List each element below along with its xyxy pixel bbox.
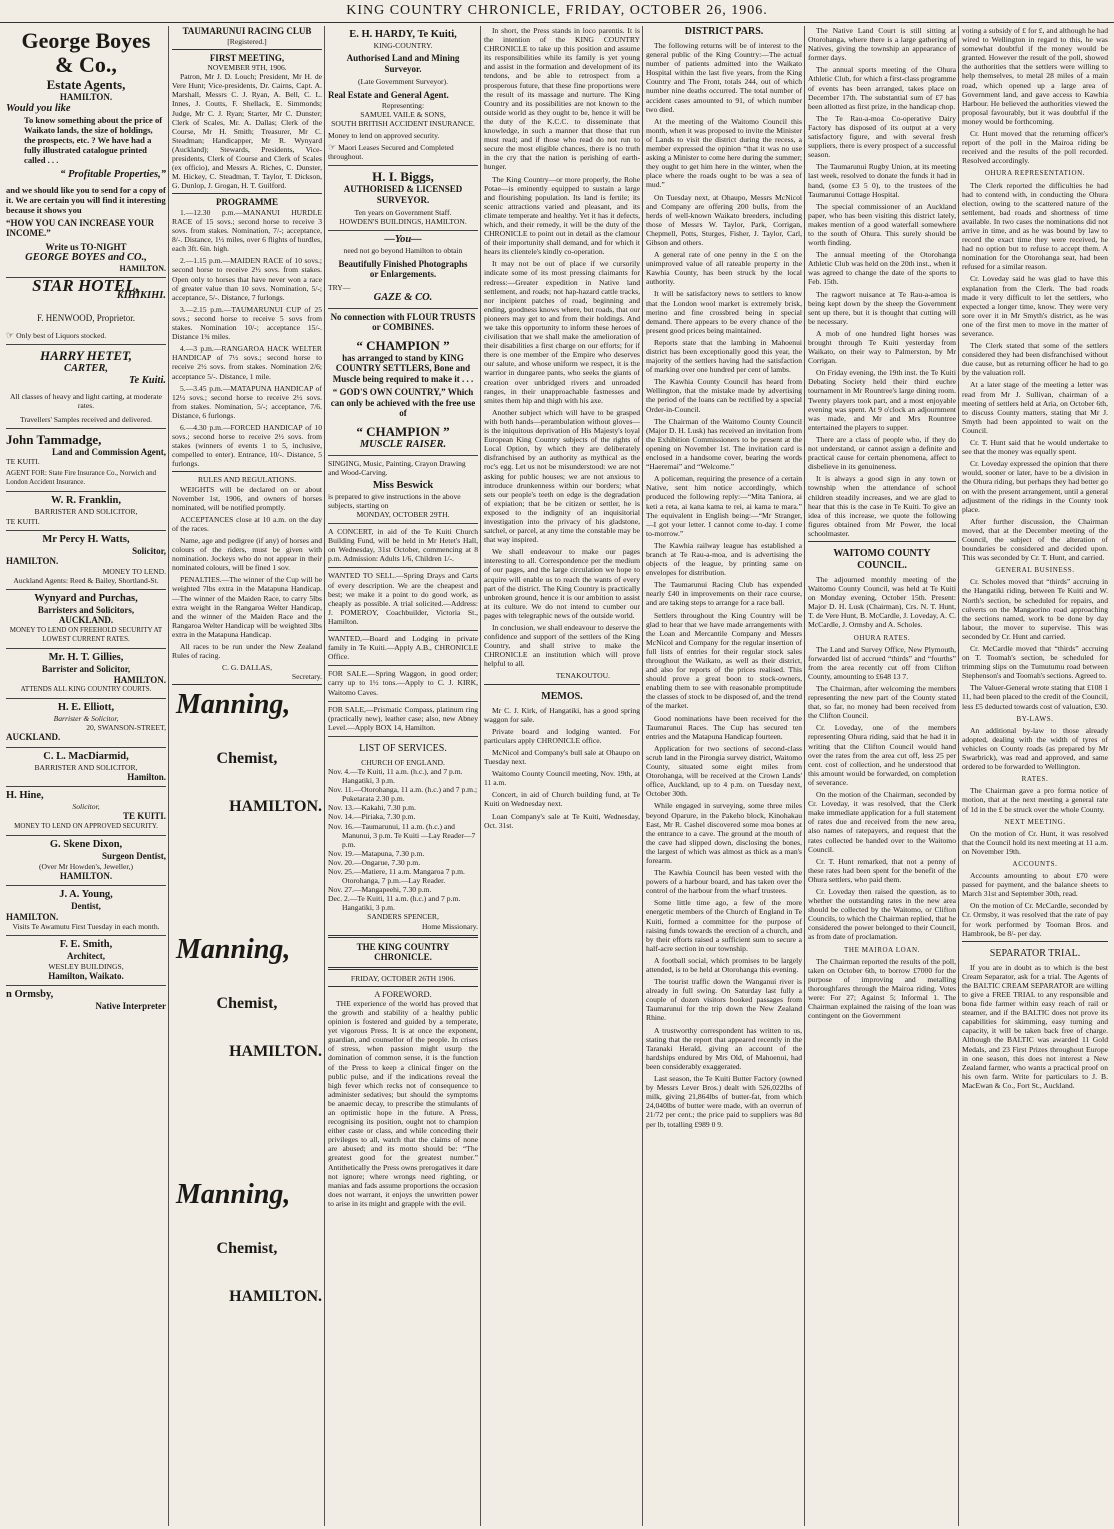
ad-place: HAMILTON. [59, 870, 113, 881]
news-item: Some little time ago, a few of the more energetic members of the Church of England in Te Kuiti, formed a committee for the purpose of raising funds towards the erection of a church, and by their efforts raised a sufficient sum to secure a half-acre section in our township. [646, 898, 802, 953]
ad-subtitle: Architect, [66, 951, 106, 962]
subheading: OHURA REPRESENTATION. [984, 169, 1086, 178]
race-entry: 6.—4.30 p.m.—FORCED HANDICAP of 10 sovs.; second horse to receive 2½ sovs. from stakes (winners of events 1 to 5, inclusive, compelled to enter). Entrance, 10/-. Distance, 5 furlongs. [172, 422, 322, 469]
editorial-body: Another subject which will have to be grasped with both hands—perambulation without gloves—is the iniquitous deprivation of His Majesty's loyal European King Country subjects of the rights of Local Option, by which they are deliberately disfranchised by an authority as mythical as the roc's egg. Let us not be misunderstood: we are not asking for public houses; we are not anxious to introduce drunkenness within our borders; what sets our people's teeth on edge is the degradation of expiation; that he be citizen or settler, he is exposed to the indignity of an inquisitorial investigation into the privacy of his gladstone, satchel, or parcel, at any time the constable may be that way inspired. [484, 407, 640, 545]
editorial-body: We shall endeavour to make our pages interesting to all. Correspondence per the medium of our pages, and the large circulation we hope to acquire will enable us to reach the wants of every part of the district. The King Country is practically unbroken ground, hence it is our ambition to assist at its culture. We do not intend to cumber our pages with telegraphic news of the outside world. [484, 547, 640, 620]
ad-harry-hetet [6, 345, 166, 428]
editorial-body: THE experience of the world has proved that the growth and stability of a healthy public opinion is fostered and guided by a temperate, yet vigorous Press. It is at once the exponent, guardian, and counsellor of the people. In crises of stress, when passion might usurp the domination of common sense, it is the function of the Press to keep a clinical finger on the public pulse, and if the indications reveal the high fever which recks not of consequence to administer sedatives; but should the symptoms be anaemic decay, to prescribe the stimulants of an optimistic hope in the future. A Press, recognising its position, ought not to champion either caste or class, and while conceding their privileges to all, watch that the claims of none are abused; and its motto should be: “The greatest good for the greatest number.” Antithetically the Press owns prerogatives it dare not ignore; where wrongs need righting, or manias and fads assume proportions the occasion does not warrant, it enjoys the unwritten power to arise in its might and grapple with the evil. [328, 998, 478, 1208]
ad-title: Mr. H. T. Gillies, [48, 652, 124, 663]
report-paragraph: The adjourned monthly meeting of the Waitomo County Council, was held at Te Kuiti on Monday evening, October 15th. Present: Major D. H. Lusk (Chairman), Crs. N. T. Hunt, T. de Vere Hunt, B. McCardle, J. Loveday, A. C. McCardle, J. Ormsby and A. Scholes. [808, 574, 956, 630]
column-rule [642, 26, 643, 1526]
ad-hine [6, 787, 166, 836]
ad-subtitle: Land and Commission Agent, [51, 446, 166, 457]
ad-body: (Over Mr Howden's, Jeweller,) [38, 861, 134, 871]
services-title: LIST OF SERVICES. [359, 742, 447, 754]
ad-title: & Co., [55, 52, 117, 77]
ad-body: AGENT FOR: State Fire Insurance Co., Norwich and London Accident Insurance. [6, 469, 157, 487]
news-item: Good nominations have been received for the Taumarunui Races. The Cup has secured ten entries and the Matapuna Handicap fourteen. [646, 713, 802, 741]
ad-body: WANTED TO SELL.—Spring Drays and Carts of every description. We are the cheapest and best; we make it a point to do good work, as cheaply as possible. A trial solicited.—Address: J. POMEROY, Coachbuilder, Victoria St., Hamilton. [328, 571, 478, 626]
ad-body: Representing: [381, 100, 425, 110]
ad-title: “ CHAMPION ” [356, 423, 450, 439]
ad-title: GAZE & CO. [373, 291, 433, 303]
ad-body: is prepared to give instructions in the above subjects, starting on [328, 491, 461, 510]
signature-title: Home Missionary. [421, 921, 478, 931]
news-item: The Kawhia County Council has heard from Wellington, that the mistake made by advertising the period of the loans can be rectified by a special Order-in-Council. [646, 377, 802, 414]
ad-body: SAMUEL VAILE & SONS, [360, 109, 446, 119]
subheading: OHURA RATES. [853, 633, 911, 642]
ad-for-sale [328, 702, 478, 737]
service-entry: Dec. 2.—Te Kuiti, 11 a.m. (h.c.) and 7 p.m. Hangatiki, 3 p.m. [328, 894, 461, 913]
ad-body: Money to lend on approved security. [328, 130, 440, 140]
ad-place: TE KUITI. [6, 457, 40, 467]
ad-wanted [328, 568, 478, 631]
editorial-body: In short, the Press stands in loco parentis. It is the intention of the KING COUNTRY CHRONICLE to take up this position and assume its responsibilities while its family is yet young and assist in the formation and development of its tendons, and be able to retrospect from a prosperous future, that these fine proportions were the result of its massage and nurture. The King Country and its possibilities are not known to the outside world as they ought to be, hence it will be the duty of the K.C.C. to disseminate that knowledge, in such a manner that those that run must read; and if those who read do not run to secure the most eligible chances, there is no truth in the cry that the nation is perishing of earth-hunger. [484, 26, 640, 172]
ad-place: HAMILTON. [229, 1043, 322, 1061]
news-item: The ragwort nuisance at Te Rau-a-amoa is being kept down by the sheep the Government sent up there, but it is thought that cutting will be necessary. [808, 289, 956, 326]
ad-body: To know something about the price of Waikato lands, the size of holdings, the prospects, etc. ? We have had a fully illustrated catalogue printed called . . . [24, 114, 163, 165]
news-item: The Kawhia railway league has established a branch at Te Rau-a-moa, and is advertising the objects of the league, by printing same on envelopes for distribution. [646, 540, 802, 578]
ad-body: WANTED,—Board and Lodging in private family in Te Kuiti.—Apply A.B., CHRONICLE Office. [328, 634, 478, 662]
news-item: A football social, which promises to be largely attended, is to be held at Otorohanga this evening. [646, 955, 802, 974]
editorial-title: A FOREWORD. [374, 988, 432, 999]
news-item: Reports state that the lambing in Mahoenui district has been exceptionally good this year, the majority of the settlers having had the satisfaction of marking over one hundred per cent of lambs. [646, 337, 802, 375]
news-item: There are a class of people who, if they do not understand, or cannot assign a definite and practical cause for certain phenomena, affect to disbelieve in its genuineness. [808, 434, 956, 472]
report-paragraph: On the motion of Cr. Hunt, it was resolved that the Council hold its next meeting at 11 a.m. on November 19th. [962, 828, 1108, 856]
ad-title: George Boyes [21, 28, 151, 53]
services-subtitle: CHURCH OF ENGLAND. [361, 757, 445, 767]
news-item: The annual meeting of the Otorohanga Athletic Club was held on the 20th inst., when it was agreed to change the date of the sports to Feb. 15th. [808, 250, 956, 287]
ad-title: H. I. Biggs, [372, 169, 434, 185]
ad-place: KING-COUNTRY. [373, 41, 433, 50]
ad-body: If you are in doubt as to which is the best Cream Separator, ask for a trial. The Agents of the BALTIC CREAM SEPARATOR are willing to give a FREE TRIAL to any responsible and bona fide farmer within easy reach of rail or steamer, and if the BALTIC does not prove its capabilities for skimming, easy turning and capacity, it will be taken back free of charge. Although the BALTIC was awarded 11 Gold Medals, and 23 First Prizes throughout Europe in one season, this does not interest a New Zealand farmer, who wants a practical proof on his own farm. Write for particulars to J. B. MacEwan & Co., Fort St., Auckland. [962, 962, 1108, 1090]
subheading: THE MAIROA LOAN. [844, 945, 920, 954]
news-item: A trustworthy correspondent has written to us, stating that the report that appeared recently in the Taranaki Herald, giving an account of the hardships endured by Mrs Old, of Mahoenui, had been considerably exaggerated. [646, 1025, 802, 1071]
subheading: NEXT MEETING. [1004, 817, 1066, 826]
signature-title: Secretary. [291, 672, 322, 682]
rule-paragraph: WEIGHTS will be declared on or about November 1st, 1906, and owners of horses nominated, will be notified promptly. [172, 484, 322, 512]
ad-subtitle: Authorised Land and Mining Surveyor. [346, 53, 460, 74]
rule-paragraph: PENALTIES.—The winner of the Cup will be weighted 7lbs extra in the Matapuna Handicap.—The winner of the Maiden Race, to carry 5lbs extra weight in the Rangaroa Welter Handicap, and the winner of the Maiden Race and the Rangaroa Welter Handicap will be weighted 3lbs extra in the Matapuna Handicap. [172, 575, 322, 639]
ad-title: H. E. Elliott, [57, 702, 115, 714]
ad-manning [172, 933, 322, 1178]
ad-place: HAMILTON. [119, 264, 166, 273]
newspaper-date: FRIDAY, OCTOBER 26TH 1906. [350, 973, 456, 983]
ad-hardy [328, 26, 478, 166]
ad-title: HARRY HETET, [40, 348, 132, 364]
ad-place: Hamilton. [127, 771, 166, 782]
editorial-signoff: TENAKOUTOU. [555, 671, 610, 681]
ad-body: Ten years on Government Staff. [354, 208, 452, 218]
ad-place: Hamilton, Waikato. [48, 970, 124, 981]
ad-body: SINGING, Music, Painting, Crayon Drawing and Wood-Carving. [328, 458, 466, 477]
race-entry: 4.—3 p.m.—RANGAROA HACK WELTER HANDICAP of 7½ sovs.; second horse to receive 2½ sovs. from stakes. Nomination 2/6; acceptance 5/-. Distance, 1 mile. [172, 344, 322, 381]
section-title: WAITOMO COUNTY COUNCIL. [833, 547, 931, 571]
column-rule [168, 26, 169, 1526]
ad-body: Real Estate and General Agent. [328, 90, 449, 101]
ad-subtitle: Dentist, [71, 901, 101, 912]
ad-body: All classes of heavy and light carting, at moderate rates. [9, 392, 163, 411]
report-paragraph: The Land and Survey Office, New Plymouth, forwarded list of accrued “thirds” and “fourths” from the area recently cut off from Clifton County, amounting to £648 13 7. [808, 644, 956, 681]
ad-beswick [328, 456, 478, 524]
ad-body: SOUTH BRITISH ACCIDENT INSURANCE. [331, 118, 475, 128]
ad-manning [172, 688, 322, 933]
ad-body: FOR SALE,—Prismatic Compass, platinum ring (practically new), leather case; also, new Abney Level.—Apply BOX 14, Hamilton. [328, 704, 478, 732]
signature: C. G. DALLAS, [222, 663, 272, 673]
column-rule [958, 26, 959, 1526]
ad-subtitle: Solicitor, [132, 545, 166, 556]
ad-macdiarmid [6, 748, 166, 788]
ad-star-hotel [6, 278, 166, 345]
ad-george-boyes [6, 26, 166, 278]
ad-for-sale [328, 666, 478, 701]
ad-title: Manning, [176, 689, 291, 721]
ad-title: J. A. Young, [59, 889, 113, 901]
ad-subtitle: Barristers and Solicitors, [37, 604, 135, 615]
news-item: Last season, the Te Kuiti Butter Factory (owned by Messrs Lever Bros.) dealt with 526,022lbs of milk, giving 21,864lbs of butter-fat, from which 24,040lbs of butter were made, with an overrun of 21/72 per cent.; the price paid to suppliers was 8d per lb, totalling £989 0 9. [646, 1074, 802, 1129]
ad-body: Maori Leases Secured and Completed throughout. [328, 143, 454, 162]
memo-item: Waitomo County Council meeting, Nov. 19th, at 11 a.m. [484, 769, 640, 788]
news-item: The Taumarunui Rugby Union, at its meeting last week, resolved to donate the funds it had in hand, (some £3 5 0), to the trustees of the Taumarunui Cottage Hospital. [808, 162, 956, 199]
report-paragraph: Cr. Scholes moved that “thirds” accruing in the Hangatiki riding, between Te Kuiti and W. North's section, be scheduled for repairs, and culverts on the Mangaorino road approaching the sections named, work to be done by day labour, the mover to supervise. This was seconded by Cr. Hunt and carried. [962, 577, 1108, 641]
ad-title: H. Hine, [6, 790, 44, 802]
news-item: The following returns will be of interest to the general public of the King Country:—The actual number of patients admitted into the Waikato Hospital within the last five years, from the King Country and The Front, totals 244, out of which number nine deaths occurred. The total number of accident cases amounted to 91, of which number two died. [646, 41, 802, 114]
column-rule [324, 26, 325, 1526]
ad-young [6, 886, 166, 936]
memo-item: Private board and lodging wanted. For particulars apply CHRONICLE office. [484, 726, 640, 745]
race-entry: 1.—12.30 p.m.—MANANUI HURDLE RACE of 15 sovs.; second horse to receive 3 sovs. from stakes. Nomination, 7/-; acceptance, 8/-. Distance, 1½ miles, over 6 flights of hurdles, each 3ft. 6in. high. [172, 207, 322, 254]
report-paragraph: The Chairman reported the results of the poll, taken on October 6th, to borrow £7000 for the purpose of improving and metalling thoroughfares through the Mairoa riding. Votes were: For 27; Against 5; Informal 1. The Chairman explained the raising of the loan was contingent on the Government [808, 956, 956, 1021]
report-paragraph: Accounts amounting to about £70 were passed for payment, and the balance sheets to March 31st and September 30th, read. [962, 871, 1108, 899]
services-list [328, 767, 478, 913]
ad-body: “ GOD'S OWN COUNTRY,” Which can only be achieved with the free use of [330, 387, 476, 419]
ad-body: WESLEY BUILDINGS, [48, 961, 124, 971]
ad-subtitle: Chemist, [216, 750, 278, 768]
ad-title: Wynyard and Purchas, [34, 592, 138, 604]
ad-body: F. HENWOOD, Proprietor. [36, 313, 136, 324]
column-rule [804, 26, 805, 1526]
ad-place: AUCKLAND. [58, 615, 114, 626]
column-7 [962, 26, 1108, 1526]
report-paragraph: Cr. Loveday expressed the opinion that there would, sooner or later, have to be a division in the Ohura riding, but perhaps they had better go on with the present arrangement, until a general adjustment of the ridings in the County took place. [962, 459, 1108, 514]
editorial-body: The King Country—or more properly, the Rohe Potae—is eminently equipped to sustain a large and flourishing population. Its land is fertile; its scenic attractions varied and pleasant, and its climate temperate and healthy. Yet it has it defects, which, and their remedy, it will be the duty of the CHRONICLE to point out in detail as the clamour of their importunity shall demand, and for which it hears its clientele's kindly co-operation. [484, 174, 640, 257]
ad-subtitle: Barrister and Solicitor, [41, 664, 131, 674]
ad-place: HAMILTON. [229, 1288, 322, 1306]
ad-place: HAMILTON. [6, 911, 59, 922]
news-item: The special commissioner of an Auckland paper, who has been visiting this district lately, makes mention of a good waterfall somewhere to the south of Ohura. This surely should be worth finding. [808, 201, 956, 248]
news-item: The Native Land Court is still sitting at Otorohanga, where there is a large gathering of Natives, giving the township an appearance of former days. [808, 26, 956, 63]
news-item: The annual sports meeting of the Ohura Athletic Club, for which a first-class programme of events has been arranged, takes place on December 17th. The substantial sum of £7 has been allotted as first prize, in the handicap chop. [808, 65, 956, 111]
report-paragraph: At a later stage of the meeting a letter was read from Mr J. Sullivan, chairman of a meeting of settlers held at Aria, on October 6th, to discuss County matters, stating that Mr J. Smyth had been appointed to wait on the Council. [962, 380, 1108, 435]
rule-paragraph: All races to be run under the New Zealand Rules of racing. [172, 642, 322, 661]
memo-item: Concert, in aid of Church building fund, at Te Kuiti on Wednesday next. [484, 790, 640, 809]
ad-title: Miss Beswick [372, 479, 434, 491]
ad-smith [6, 936, 166, 986]
rule-paragraph: Name, age and pedigree (if any) of horses and colours of the riders, must be given with nomination. Jockeys who do not appear in their nominated colours, will be fined 1 sov. [172, 536, 322, 573]
ad-body: MONEY TO LEND. [102, 566, 166, 576]
news-item: At the meeting of the Waitomo Council this month, when it was proposed to invite the Minister of Lands to visit the district during the recess, a member expressed the opinion “that it was no use asking a Minister to come here during the summer; they ought to get him here in the winter, when the place where the roads ought to be was a sea of mud.” [646, 116, 802, 190]
subheading: BY-LAWS. [1016, 714, 1054, 723]
ad-subtitle: BARRISTER AND SOLICITOR, [34, 507, 138, 517]
ad-body: MONDAY, OCTOBER 29TH. [356, 510, 450, 519]
race-entry: 5.—3.45 p.m.—MATAPUNA HANDICAP of 12½ sovs.; second horse to receive 2½ sovs. from stakes. Nomination, 5/-; acceptance, 7/6. Distance, 6 furlongs. [172, 383, 322, 420]
ad-signature: GEORGE BOYES and CO., [25, 252, 147, 263]
ad-place: HAMILTON. [229, 798, 322, 816]
ad-subtitle: Chemist, [216, 1240, 278, 1258]
ad-place: HOWDEN'S BUILDINGS, HAMILTON. [339, 217, 467, 227]
signature: SANDERS SPENCER, [367, 912, 439, 922]
service-entry: Nov. 20.—Ongarue, 7.30 p.m. [328, 857, 421, 867]
programme-title: PROGRAMME [216, 197, 278, 208]
news-item: The Te Rau-a-moa Co-operative Dairy Factory has disposed of its output at a very satisfactory figure, and with several fresh suppliers, there is every prospect of a successful season. [808, 113, 956, 160]
service-entry: Nov. 27.—Mangapeehi, 7.30 p.m. [328, 885, 432, 895]
ad-subtitle: Beautifully Finished Photographs or Enlargements. [338, 258, 468, 280]
report-paragraph: Cr. T. Hunt remarked, that not a penny of these rates had been spent for the benefit of the Ohura settlers, who paid them. [808, 856, 956, 884]
club-registered: [Registered.] [227, 36, 267, 46]
report-paragraph: Cr. Loveday said he was glad to have this explanation from the Clerk. The bad roads made it very difficult to let the settlers, who expected a longer time, know. They were very sore over it in Mr Smyth's district, as he was one of the first men to move in the matter of severance. [962, 274, 1108, 338]
ad-title: W. R. Franklin, [51, 495, 121, 507]
meeting-title: FIRST MEETING, [209, 52, 285, 63]
ad-concert [328, 524, 478, 568]
ad-body: Visits Te Awamutu First Tuesday in each month. [12, 922, 160, 932]
report-paragraph: Cr. Loveday, one of the members representing Ohura riding, said that he had it in writing that the Clifton Council would hand over the rates from the area cut off, less 25 per cent. cost of collection, and he understood that this amount would be forwarded, on completion of severance. [808, 723, 956, 787]
newspaper-title: THE KING COUNTRY CHRONICLE. [356, 941, 450, 963]
ad-title: F. E. Smith, [59, 939, 113, 951]
news-item: The Chairman of the Waitomo County Council (Major D. H. Lusk) has received an invitation from the Exhibition Commissioners to be present at the opening on November 1st. The invitation card is enclosed in a handsome cover, bearing the words “Haeremai” and “Welcome.” [646, 416, 802, 472]
memos-title: MEMOS. [541, 690, 583, 702]
ad-title: Manning, [176, 934, 291, 966]
ad-title: “ CHAMPION ” [356, 337, 450, 353]
section-title: SEPARATOR TRIAL. [989, 947, 1081, 959]
ad-title: STAR HOTEL, [32, 276, 140, 296]
ad-subtitle: Barrister & Solicitor, [53, 714, 119, 724]
service-entry: Nov. 11.—Otorohanga, 11 a.m. (h.c.) and 7 p.m.; Puketarata 2.30 p.m. [328, 785, 478, 804]
news-item: It is always a good sign in any town or township when the attendance of school children steadily increases, and we are glad to hear that this is the case in Te Kuiti. To give an idea of this increase, we quote the following figures obtained from Mr Power, the local schoolmaster. [808, 474, 956, 538]
news-item: On Friday evening, the 19th inst. the Te Kuiti Debating Society held their third euchre tournament in Mr Rountree's large dining room. Twenty players took part, and a most enjoyable evening was spent. At 9 o'clock an adjournment was made, and Mr and Mrs Rountree entertained the players to supper. [808, 368, 956, 432]
news-item: On Tuesday next, at Ohaupo, Messrs McNicol and Company are offering 200 bulls, from the herds of well-known Waikato breeders, including those of Messrs W. Taylor, Park, Corrigan, Chepmell, Potts, Sturges, Fisher, J. Taylor, Carl, Gibson and others. [646, 192, 802, 247]
subheading: GENERAL BUSINESS. [995, 566, 1075, 575]
ad-title: G. Skene Dixon, [49, 839, 123, 851]
editorial-body: It may not be out of place if we cursorily indicate some of its most pressing claimants for redress:—Greater expedition in Native land settlement, and roads; not hap-hazard cattle tracks, nor incipient patches of road, beginning and ending, goodness knows where, but roads, that our pioneers may get to and from their holdings. And we take this opportunity to inform these heroes of civilisation that we shall make the amelioration of their disabilities a first charge on our efforts; for if there is one member of the Empire who deserves our salute, and whose uniform we respect, it is the warrior in dungaree pants, who seeks the giants of creation over unbridged rivers and unroaded ranges, in their unapproachable fastnesses and smites them hip and thigh with his axe. [484, 259, 640, 405]
ad-body: No connection with FLOUR TRUSTS or COMBINES. [330, 311, 476, 333]
rules-title: RULES AND REGULATIONS. [197, 475, 297, 485]
ad-body: A CONCERT, in aid of the Te Kuiti Church Building Fund, will be held in Mr Hetet's Hall, on Wednesday, 31st October, commencing at 8 p.m. Admission: Adults 1/6, Children 1/-. [328, 527, 478, 564]
ad-body: and we should like you to send for a copy of it. We are certain you will find it interesting because it shows you [6, 184, 166, 215]
ad-body: 20, SWANSON-STREET, [86, 723, 166, 733]
ad-title: Manning, [176, 1179, 291, 1211]
club-officers: Patron, Mr J. D. Louch; President, Mr H. de Vere Hunt; Vice-presidents, Dr. Cairns, Capt. A. Marshall, Messrs C. J. Ryan, A. Bell, C. L. Innes, J. Coutts, F. Shellack, E. Simmonds; Judge, Mr C. J. Ryan; Starter, Mr C. Dunster; Clerk of Scales, Mr. A. Dallas; Clerk of the Course, Mr H. Smith; Treasurer, Mr C. Steadman; Handicapper, Mr R. Wynyard (Auckland); Stewards, Presidents, Vice-presidents, Clerk of Course and Clerk of Scales (ex officio), and Messrs A. Riches, C. Dunster, M. Hickey, C. Steadman, T. Taylor, T. Dickson, G. Dunlop, J. Grogan, H. T. Guilford. [172, 72, 322, 191]
service-entry: Nov. 19.—Matapuna, 7.30 p.m. [328, 848, 425, 858]
ad-place: HAMILTON. [59, 92, 113, 102]
ad-body: Only best of Liquors stocked. [16, 331, 107, 341]
news-item: A general rate of one penny in the £ on the unimproved value of all rateable property in the Kawhia County, has been struck by the local authority. [646, 250, 802, 287]
ad-body: TRY— [328, 282, 351, 292]
news-item: The tourist traffic down the Wanganui river is already in full swing. On Saturday last fully a couple of dozen visitors booked passages from Taumarunui for the trip down the New Zealand Rhine. [646, 977, 802, 1023]
news-item: A mob of one hundred light horses was brought through Te Kuiti yesterday from Waikato, on their way to Palmerston, by Mr Corrigan. [808, 328, 956, 366]
ad-body: FOR SALE.—Spring Waggon, in good order; carry up to 1½ tons.—Apply to C. J. KIRK, Waitomo Caves. [328, 669, 478, 697]
ad-gaze [328, 231, 478, 308]
ad-subtitle: Estate Agents, [46, 77, 126, 92]
ad-title: —You— [384, 234, 422, 246]
ad-place: TE KUITI. [6, 516, 40, 526]
club-title: TAUMARUNUI RACING CLUB [182, 26, 312, 36]
ad-john-tammadge [6, 429, 166, 493]
ad-biggs [328, 166, 478, 231]
subheading: RATES. [1021, 775, 1049, 784]
ad-wynyard [6, 590, 166, 649]
report-paragraph: The Clerk reported the difficulties he had had to contend with, in conducting the Ohura election, owing to the scattered nature of the settlement, bad roads and shortness of time available. In two cases the nominations did not arrive in time, and as he was bound by law to record the exact time they were received, he had no option but to refuse to accept them. A nomination for the Otorohanga seat, had been refused for a similar reason. [962, 180, 1108, 272]
service-entry: Nov. 16.—Taumarunui, 11 a.m. (h.c.) and Manunui, 3 p.m. Te Kuiti —Lay Reader—7 p.m. [328, 821, 476, 849]
ad-place: HAMILTON. [6, 556, 59, 567]
ad-elliott [6, 699, 166, 748]
report-paragraph: The Clerk stated that some of the settlers considered they had been disfranchised without due cause, but as returning officer he had to go by the valuation roll. [962, 341, 1108, 378]
report-paragraph: Cr. Hunt moved that the returning officer's report of the poll in the Mairoa riding be received and the results of the poll recorded. Resolved accordingly. [962, 129, 1108, 166]
column-5 [646, 26, 802, 1526]
memo-item: Mr C. J. Kirk, of Hangatiki, has a good spring waggon for sale. [484, 705, 640, 724]
news-item: A policeman, requiring the presence of a certain Native, sent him notice accordingly, which produced the following reply:—“Mita Taniora, ai keti a reta, ai kana kama te rei, ai kama te mara.” The equivalent in English being:—“Mr Stranger,—I got your letter. I cannot come to-day. I come to-morrow.” [646, 474, 802, 538]
report-paragraph: On the motion of the Chairman, seconded by Cr. Loveday, it was resolved, that the Clerk make immediate application for a full statement of rates due and received from the new area, also names of ratepayers, and request that the rates collected be handed over to the Waitomo Council. [808, 790, 956, 854]
ad-place: Te Kuiti. [129, 375, 166, 387]
meeting-date: NOVEMBER 9TH, 1906. [207, 63, 287, 73]
report-paragraph: On the motion of Cr. McCardle, seconded by Cr. Ormsby, it was resolved that the rate of pay for work performed by Tooman Bros. and Hambrook, be 8/- per day. [962, 901, 1108, 938]
race-entry: 2.—1.15 p.m.—MAIDEN RACE of 10 sovs.; second horse to receive 2½ sovs. from stakes. Open only to horses that have never won a race of greater value than 10 sovs. Nomination, 5/-; acceptance, 5/-. Distance, 7 furlongs. [172, 256, 322, 302]
column-4 [484, 26, 640, 1526]
ad-question: Would you like [6, 102, 71, 114]
report-paragraph: The Valuer-General wrote stating that £108 1 11, had been placed to the credit of the Council, less £5 deducted towards cost of valuation, £30. [962, 683, 1108, 711]
ad-subtitle: AUTHORISED & LICENSED SURVEYOR. [343, 184, 463, 205]
ad-body: MONEY TO LEND ON APPROVED SECURITY. [14, 821, 158, 830]
memo-item: McNicol and Company's bull sale at Ohaupo on Tuesday next. [484, 747, 640, 767]
service-entry: Nov. 14.—Piriaka, 7.30 p.m. [328, 812, 416, 822]
ad-slogan: “HOW YOU CAN INCREASE YOUR INCOME.” [6, 217, 155, 238]
ad-subtitle: Native Interpreter [95, 1001, 166, 1012]
ad-highlight: “ Profitable Properties,” [60, 168, 166, 180]
column-3 [328, 26, 478, 1526]
column-6 [808, 26, 956, 1526]
report-paragraph: Cr. McCardle moved that “thirds” accruing on T. Toomah's section, be scheduled for trimming slips on the Tumutumu road between Stephenson's and Toomah's sections. Agreed to. [962, 644, 1108, 681]
service-entry: Nov. 13.—Kakahi, 7.30 p.m. [328, 803, 416, 813]
news-item: The Kawhia Council has been vested with the powers of a harbour board, and has taken over the control of the harbour from the wharf trustees. [646, 868, 802, 896]
ad-subtitle: Surgeon Dentist, [101, 851, 166, 862]
ad-percy-watts [6, 531, 166, 590]
ad-skene-dixon [6, 836, 166, 886]
ad-franklin [6, 492, 166, 530]
ad-title: Mr Percy H. Watts, [42, 533, 130, 545]
report-paragraph: The Chairman gave a pro forma notice of motion, that at the next meeting a general rate of 1d in the £ be struck over the whole County. [962, 786, 1108, 814]
news-item: The Taumarunui Racing Club has expended nearly £40 in improvements on their race course, and are taking steps to arrange for a race ball. [646, 580, 802, 608]
editorial-body: In conclusion, we shall endeavour to deserve the confidence and support of the settlers of the King Country, and shall strive to make the CHRONICLE an institution which will prove helpful to all. [484, 623, 640, 669]
report-paragraph: After further discussion, the Chairman moved, that at the December meeting of the Council, the subject of the alteration of boundaries be considered and decided upon. This was seconded by Cr. T. Hunt, and carried. [962, 516, 1108, 563]
ad-subtitle: Solicitor, [72, 802, 100, 812]
ad-title: E. H. HARDY, Te Kuiti, [349, 29, 457, 40]
ad-body: (Late Government Surveyor). [357, 77, 449, 87]
rule-paragraph: ACCEPTANCES close at 10 a.m. on the day of the races. [172, 514, 322, 533]
ad-body: Travellers' Samples received and delivered. [19, 414, 153, 424]
ad-place: KIHIKIHI. [116, 290, 166, 302]
memo-item: Loan Company's sale at Te Kuiti, Wednesday, Oct. 31st. [484, 811, 640, 830]
ad-subtitle: BARRISTER AND SOLICITOR, [34, 762, 138, 772]
ad-body: has arranged to stand by KING COUNTRY SETTLERS, Bone and Muscle being required to make it . . . [332, 352, 474, 384]
masthead: KING COUNTRY CHRONICLE, FRIDAY, OCTOBER 26, 1906. [0, 0, 1114, 23]
news-item: While engaged in surveying, some three miles beyond Oparure, in the Pakeho block, Kinohakau East, Mr R. Cashel discovered some moa bones at the entrance to a cave. The ground at the mouth of the cave had slipped down, disclosing the bones, the largest of which was almost as thick as a man's forearm. [646, 801, 802, 865]
news-item: It will be satisfactory news to settlers to know that the London wool market is extremely brisk, merino and fine crossbred being in special demand. There appears to be every chance of the present good prices being maintained. [646, 289, 802, 335]
report-paragraph: The Chairman, after welcoming the members representing the new part of the County stated that, so far, no money had been received from the Clifton Council. [808, 684, 956, 721]
ad-body: MONEY TO LEND ON FREEHOLD SECURITY AT LOWEST CURRENT RATES. [9, 625, 163, 643]
ad-title: n Ormsby, [6, 989, 54, 1001]
ad-manning [172, 1178, 322, 1423]
ad-body: need not go beyond Hamilton to obtain [343, 246, 463, 256]
service-entry: Nov. 4.—Te Kuiti, 11 a.m. (h.c.), and 7 p.m. Hangatiki, 3 p.m. [328, 766, 463, 786]
column-2 [172, 26, 322, 1526]
news-item: Settlers throughout the King Country will be glad to hear that we have made arrangements with the Loan and Mercantile Company and Messrs McNicol and Company for the regular insertion of full lists of entries for their regular stock sales throughout the Waikato, as well as their district, and also for reports of the prices realised. This should prove a great boon to stock-owners, enabling them to see with reasonable promptitude the classes of stock to be disposed of, and the trend of the market. [646, 610, 802, 711]
report-paragraph: Cr. Loveday then raised the question, as to whether the outstanding rates in the new area should be collected by the Waitomo, or Clifton Councils, to which the Chairman replied, that he considered the power belonged to their Council, as from date of proclamation. [808, 886, 956, 942]
column-rule [480, 26, 481, 1526]
report-paragraph: voting a subsidy of £ for £, and although he had wired to Wellington in regard to this, he was somewhat doubtful if the money would be granted. However the result of the poll, showed the authorities that the settlers were willing to help themselves, to metal 28 miles of a main road, which opened up a large area of Government land, and gave access to Kawhia Harbour. He believed the authorities viewed the proposal favourably, but it was doubtful if the money would be forthcoming. [962, 26, 1108, 126]
report-paragraph: An additional by-law to those already adopted, dealing with the width of tyres of vehicles on County roads (as prepared by Mr Swarbrick), was read and approved, and same ordered to be forwarded to Wellington. [962, 725, 1108, 772]
section-title: DISTRICT PARS. [684, 26, 764, 37]
column-1 [6, 26, 166, 1526]
ad-place: HAMILTON. [113, 674, 166, 685]
report-paragraph: Cr. T. Hunt said that he would undertake to see that the money was equally spent. [962, 438, 1108, 457]
ad-body: Write us TO-NIGHT [45, 241, 127, 252]
ad-body: ATTENDS ALL KING COUNTRY COURTS. [20, 685, 152, 693]
ad-subtitle: CARTER, [63, 363, 109, 375]
ad-subtitle: Chemist, [216, 995, 278, 1013]
ad-champion [328, 309, 478, 456]
ad-title: John Tammadge, [6, 431, 102, 447]
ad-ormsby [6, 986, 166, 1016]
ad-subtitle: MUSCLE RAISER. [359, 438, 447, 450]
ad-gillies [6, 649, 166, 699]
ad-body: Auckland Agents: Reed & Bailey, Shortland-St. [13, 575, 159, 585]
ad-place: AUCKLAND. [6, 732, 61, 743]
race-entry: 3.—2.15 p.m.—TAUMARUNUI CUP of 25 sovs.; second horse to receive 5 sovs from stakes. Nomination 10/-; acceptance 15/-. Distance 1¾ miles. [172, 304, 322, 342]
ad-wanted [328, 631, 478, 666]
service-entry: Nov. 25.—Matiere, 11 a.m. Mangaroa 7 p.m. Otorohanga, 7 p.m.—Lay Reader. [328, 867, 465, 886]
subheading: ACCOUNTS. [1012, 859, 1058, 868]
pointing-hand-icon [6, 331, 16, 340]
news-item: Application for two sections of second-class scrub land in the Pirongia survey district, Waitomo County, situated some eight miles from Otorohanga, will be received at the Crown Lands' office, Auckland, up to 4 p.m. on Tuesday next, October 30th. [646, 743, 802, 799]
pointing-hand-icon [328, 143, 338, 152]
ad-place: TE KUITI. [122, 811, 166, 822]
ad-title: C. L. MacDiarmid, [43, 750, 129, 762]
